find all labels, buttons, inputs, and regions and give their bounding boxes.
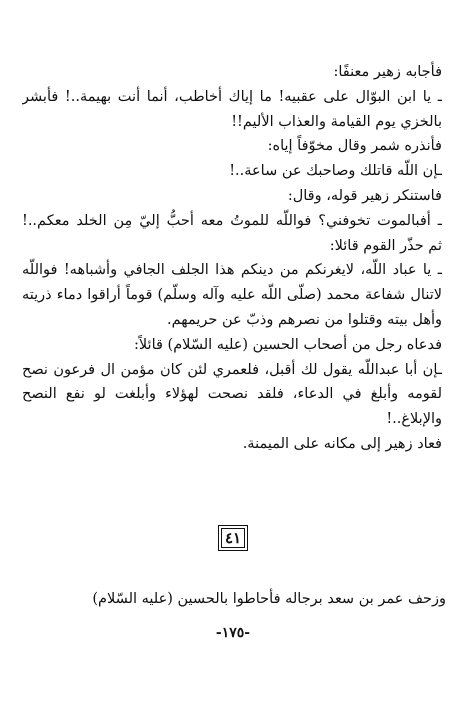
body-text xyxy=(22,60,442,457)
text-line-10: لاتنال شفاعة محمد (صلّى اللّه عليه وآله وسلّم) قوماً أراقوا دماء ذريته xyxy=(22,287,442,304)
section-number: ٤١ xyxy=(224,529,242,547)
text-line-2: ـ يا ابن البوّال على عقبيه! ما إياك أخاطب، أنما أنت بهيمة..! فأبشر xyxy=(22,88,442,105)
text-line-9: ـ يا عباد اللّه، لايغرنكم من دينكم هذا الجلف الجافي وأشباهه! فواللّه xyxy=(22,262,442,279)
section-opening-line: وزحف عمر بن سعد برجاله فأحاطوا بالحسين (عليه السّلام) xyxy=(92,591,446,607)
text-line-8: ثم حذّر القوم قائلا: xyxy=(329,237,442,254)
text-line-6: فاستنكر زهير قوله، وقال: xyxy=(287,187,442,204)
text-line-15: والإبلاغ..! xyxy=(386,411,442,428)
text-line-4: فأنذره شمر وقال مخوّفاً إياه: xyxy=(267,138,442,155)
text-line-3: بالخزي يوم القيامة والعذاب الأليم!! xyxy=(231,113,442,130)
text-line-7: ـ أفبالموت تخوفني؟ فواللّه للموتُ معه أحبُّ إليّ مِن الخلد معكم..! xyxy=(22,212,442,229)
text-line-16: فعاد زهير إلى مكانه على الميمنة. xyxy=(242,435,442,452)
page-number: -١٧٥- xyxy=(215,625,251,641)
section-box-inner-border xyxy=(221,528,245,548)
text-line-12: فدعاه رجل من أصحاب الحسين (عليه السّلام) قائلاً: xyxy=(134,336,442,353)
text-line-11: وأهل بيته وقتلوا من نصرهم وذبّ عن حريمهم. xyxy=(167,311,442,328)
section-number-box xyxy=(218,525,248,551)
text-line-5: ـإن اللّه قاتلك وصاحبك عن ساعة..! xyxy=(229,163,442,180)
text-line-14: لقومه وأبلغ في الدعاء، فلقد نصحت لهؤلاء وأبلغت لو نفع النصح xyxy=(22,386,442,403)
text-line-1: فأجابه زهير معنفًا: xyxy=(333,64,442,80)
text-line-13: ـإن أبا عبداللّه يقول لك أقبل، فلعمري لئن كان مؤمن ال فرعون نصح xyxy=(22,361,442,378)
